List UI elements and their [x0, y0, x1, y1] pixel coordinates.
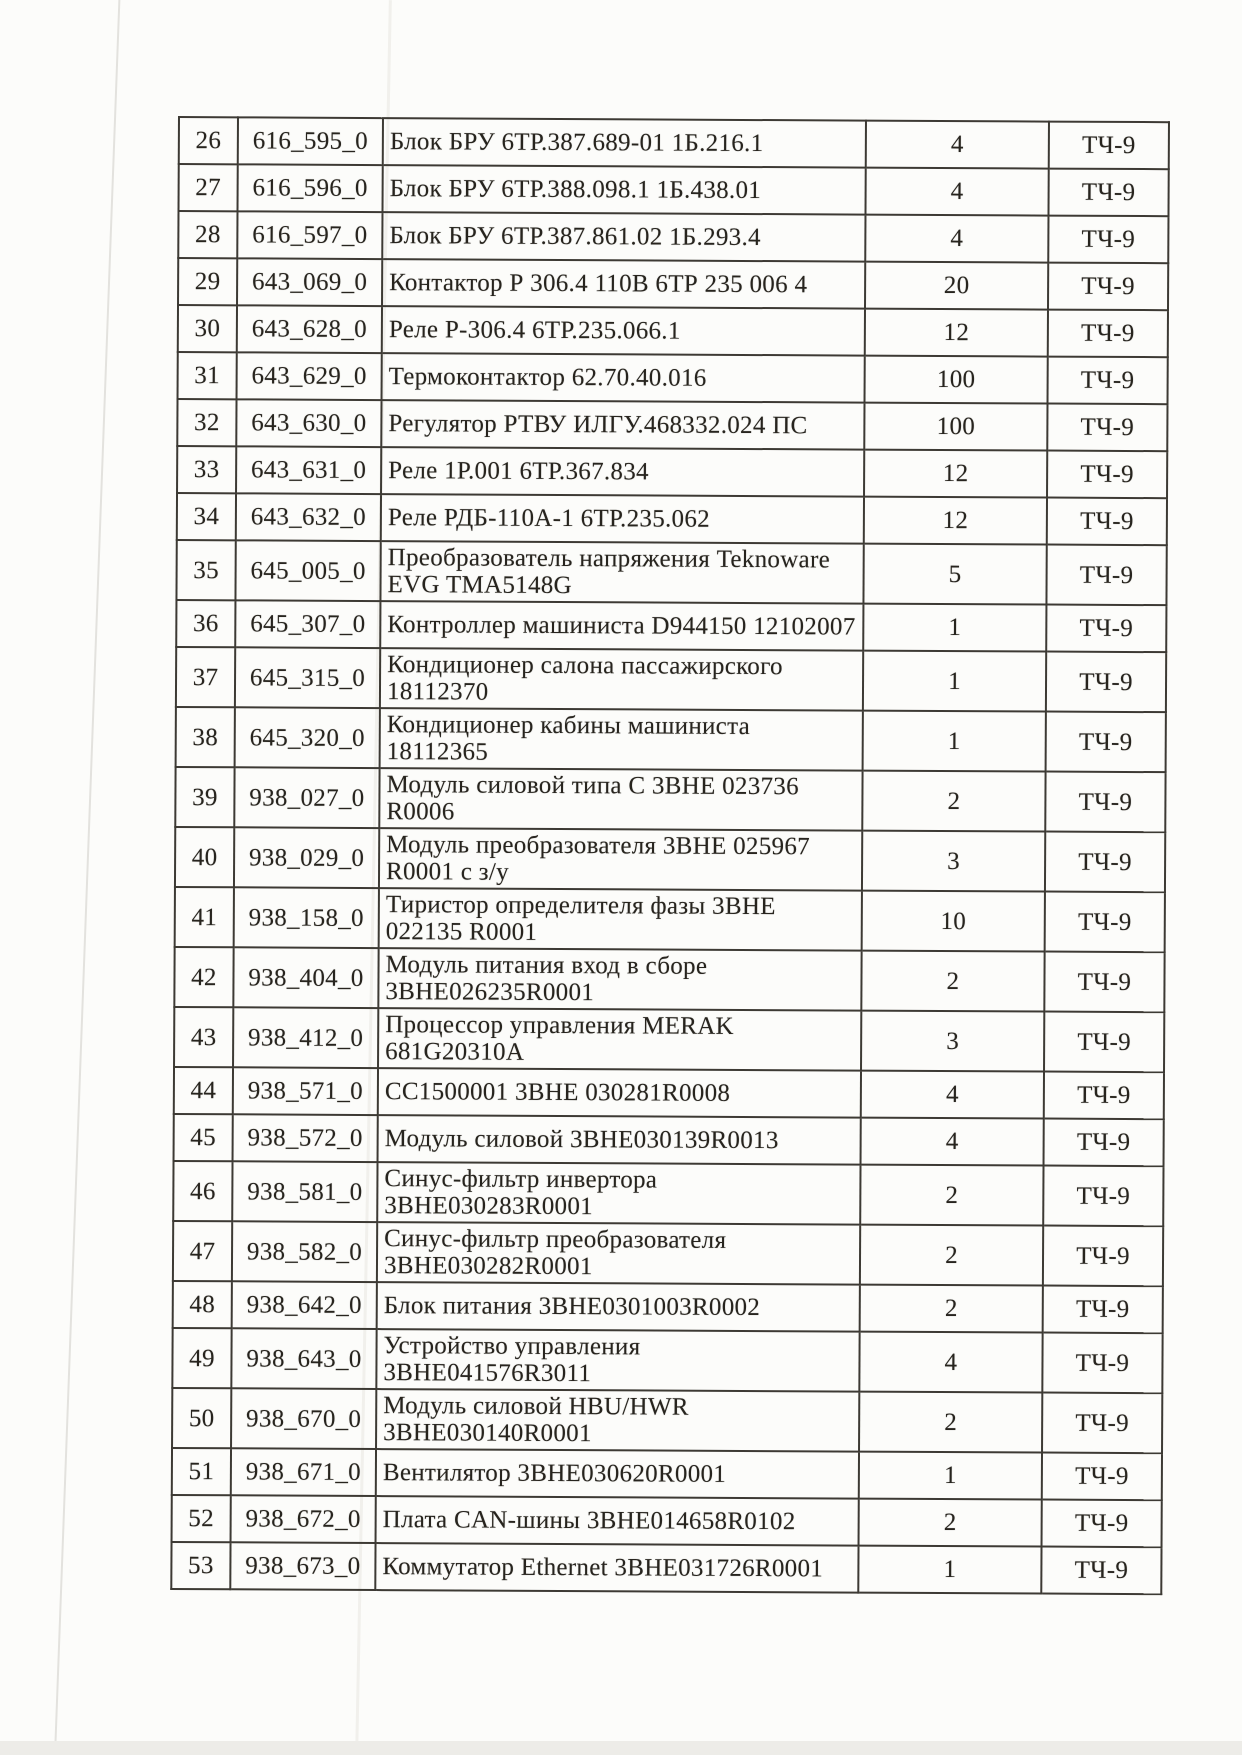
part-code-cell: 643_069_0: [237, 258, 382, 306]
part-code-cell: 938_672_0: [231, 1495, 376, 1543]
row-number-cell: 49: [172, 1328, 231, 1388]
depot-cell: ТЧ-9: [1047, 451, 1167, 499]
table-row: [178, 352, 1168, 404]
quantity-cell: 4: [859, 1332, 1042, 1393]
table-row: [172, 1388, 1162, 1453]
part-description-cell: Устройство управления 3BHE041576R3011: [376, 1329, 859, 1392]
row-number-cell: 45: [174, 1114, 233, 1161]
depot-cell: ТЧ-9: [1048, 169, 1168, 217]
quantity-cell: 4: [865, 168, 1048, 216]
row-number-cell: 36: [176, 600, 235, 647]
depot-cell: ТЧ-9: [1048, 216, 1168, 264]
table-row: [176, 707, 1166, 772]
part-description-cell: Процессор управления MERAK 681G20310A: [378, 1008, 861, 1071]
part-description-cell: Термоконтактор 62.70.40.016: [382, 353, 865, 403]
quantity-cell: 3: [861, 1011, 1044, 1072]
quantity-cell: 2: [860, 1285, 1043, 1333]
part-description-cell: Синус-фильтр преобразователя 3BHE030282R0001: [377, 1222, 860, 1285]
table-row: [177, 399, 1167, 451]
table-row: [174, 1114, 1164, 1166]
quantity-cell: 2: [862, 771, 1045, 832]
part-code-cell: 938_412_0: [233, 1007, 378, 1068]
row-number-cell: 41: [175, 887, 234, 947]
quantity-cell: 100: [865, 356, 1048, 404]
depot-cell: ТЧ-9: [1046, 652, 1166, 713]
table-row: [172, 1448, 1162, 1500]
scanner-bottom-band: [0, 1741, 1242, 1755]
row-number-cell: 43: [174, 1007, 233, 1067]
parts-table-body: [171, 117, 1169, 1594]
table-row: [175, 767, 1165, 832]
row-number-cell: 29: [178, 258, 237, 305]
part-code-cell: 643_628_0: [237, 305, 382, 353]
quantity-cell: 12: [865, 309, 1048, 357]
row-number-cell: 32: [177, 399, 236, 446]
depot-cell: ТЧ-9: [1042, 1500, 1162, 1548]
part-description-cell: Модуль силовой типа С 3BHE 023736 R0006: [379, 768, 862, 831]
table-row: [174, 947, 1164, 1012]
part-description-cell: Блок БРУ 6ТР.387.689-01 1Б.216.1: [383, 118, 866, 168]
part-description-cell: Преобразователь напряжения Teknoware EVG TMA5148G: [380, 541, 863, 604]
part-code-cell: 643_630_0: [236, 399, 381, 447]
part-code-cell: 938_027_0: [234, 767, 379, 828]
part-description-cell: Кондиционер салона пассажирского 18112370: [380, 648, 863, 711]
table-row: [176, 540, 1166, 605]
part-code-cell: 645_005_0: [235, 540, 380, 601]
depot-cell: ТЧ-9: [1048, 357, 1168, 405]
depot-cell: ТЧ-9: [1044, 1072, 1164, 1120]
table-row: [178, 305, 1168, 357]
part-description-cell: Реле РДБ-110А-1 6ТР.235.062: [381, 494, 864, 544]
row-number-cell: 38: [176, 707, 235, 767]
quantity-cell: 1: [858, 1546, 1041, 1594]
table-row: [177, 493, 1167, 545]
row-number-cell: 51: [172, 1448, 231, 1495]
table-row: [176, 647, 1166, 712]
row-number-cell: 47: [173, 1221, 232, 1281]
part-code-cell: 938_643_0: [231, 1328, 376, 1389]
table-row: [173, 1221, 1163, 1286]
row-number-cell: 52: [172, 1495, 231, 1542]
table-row: [173, 1281, 1163, 1333]
row-number-cell: 30: [178, 305, 237, 352]
table-row: [171, 1542, 1161, 1594]
quantity-cell: 12: [864, 497, 1047, 545]
depot-cell: ТЧ-9: [1045, 832, 1165, 893]
row-number-cell: 42: [174, 947, 233, 1007]
table-row: [174, 1067, 1164, 1119]
row-number-cell: 33: [177, 446, 236, 493]
part-code-cell: 938_571_0: [233, 1067, 378, 1115]
part-code-cell: 643_632_0: [236, 493, 381, 541]
part-code-cell: 938_670_0: [231, 1388, 376, 1449]
quantity-cell: 4: [861, 1118, 1044, 1166]
depot-cell: ТЧ-9: [1045, 772, 1165, 833]
part-description-cell: Реле 1Р.001 6ТР.367.834: [381, 447, 864, 497]
row-number-cell: 31: [178, 352, 237, 399]
part-code-cell: 938_029_0: [234, 827, 379, 888]
row-number-cell: 40: [175, 827, 234, 887]
part-description-cell: Коммутатор Ethernet 3BHE031726R0001: [375, 1543, 858, 1593]
quantity-cell: 100: [864, 403, 1047, 451]
depot-cell: ТЧ-9: [1043, 1286, 1163, 1334]
part-code-cell: 938_572_0: [233, 1114, 378, 1162]
quantity-cell: 2: [861, 951, 1044, 1012]
quantity-cell: 20: [865, 262, 1048, 310]
table-row: [176, 600, 1166, 652]
part-code-cell: 938_582_0: [232, 1221, 377, 1282]
table-row: [178, 211, 1168, 263]
part-code-cell: 938_642_0: [232, 1281, 377, 1329]
quantity-cell: 12: [864, 450, 1047, 498]
depot-cell: ТЧ-9: [1041, 1547, 1161, 1595]
quantity-cell: 5: [863, 544, 1046, 605]
part-description-cell: Блок БРУ 6ТР.387.861.02 1Б.293.4: [382, 212, 865, 262]
row-number-cell: 53: [171, 1542, 230, 1589]
part-description-cell: Блок питания 3BHE0301003R0002: [377, 1282, 860, 1332]
depot-cell: ТЧ-9: [1047, 498, 1167, 546]
depot-cell: ТЧ-9: [1046, 605, 1166, 653]
part-description-cell: Плата CAN-шины 3BHE014658R0102: [376, 1496, 859, 1546]
quantity-cell: 1: [859, 1452, 1042, 1500]
part-description-cell: Модуль питания вход в сборе 3BHE026235R0001: [378, 948, 861, 1011]
table-row: [177, 446, 1167, 498]
part-description-cell: Тиристор определителя фазы 3BHE 022135 R0001: [379, 888, 862, 951]
depot-cell: ТЧ-9: [1044, 952, 1164, 1013]
part-description-cell: Синус-фильтр инвертора 3BHE030283R0001: [377, 1162, 860, 1225]
depot-cell: ТЧ-9: [1042, 1453, 1162, 1501]
table-row: [173, 1161, 1163, 1226]
depot-cell: ТЧ-9: [1043, 1166, 1163, 1227]
row-number-cell: 44: [174, 1067, 233, 1114]
depot-cell: ТЧ-9: [1045, 892, 1165, 953]
table-row: [172, 1328, 1162, 1393]
quantity-cell: 10: [862, 891, 1045, 952]
depot-cell: ТЧ-9: [1044, 1012, 1164, 1073]
row-number-cell: 46: [173, 1161, 232, 1221]
table-row: [174, 1007, 1164, 1072]
part-description-cell: Модуль преобразователя 3BHE 025967 R0001 с з/у: [379, 828, 862, 891]
row-number-cell: 50: [172, 1388, 231, 1448]
page-edge-shadow: [53, 0, 121, 1755]
part-code-cell: 616_596_0: [238, 164, 383, 212]
quantity-cell: 4: [865, 215, 1048, 263]
table-row: [179, 164, 1169, 216]
part-description-cell: Реле Р-306.4 6ТР.235.066.1: [382, 306, 865, 356]
row-number-cell: 34: [177, 493, 236, 540]
quantity-cell: 2: [860, 1225, 1043, 1286]
table-row: [179, 117, 1169, 169]
depot-cell: ТЧ-9: [1049, 122, 1169, 170]
part-code-cell: 938_404_0: [233, 947, 378, 1008]
part-code-cell: 645_315_0: [235, 647, 380, 708]
part-code-cell: 616_595_0: [238, 117, 383, 165]
table-row: [178, 258, 1168, 310]
part-code-cell: 938_581_0: [232, 1161, 377, 1222]
table-row: [175, 827, 1165, 892]
depot-cell: ТЧ-9: [1046, 545, 1166, 606]
part-code-cell: 643_629_0: [237, 352, 382, 400]
depot-cell: ТЧ-9: [1048, 310, 1168, 358]
depot-cell: ТЧ-9: [1043, 1226, 1163, 1287]
part-code-cell: 938_671_0: [231, 1448, 376, 1496]
quantity-cell: 3: [862, 831, 1045, 892]
row-number-cell: 35: [176, 540, 235, 600]
row-number-cell: 48: [173, 1281, 232, 1328]
quantity-cell: 2: [859, 1392, 1042, 1453]
table-row: [175, 887, 1165, 952]
quantity-cell: 4: [861, 1071, 1044, 1119]
part-code-cell: 645_307_0: [235, 600, 380, 648]
part-description-cell: Вентилятор 3BHE030620R0001: [376, 1449, 859, 1499]
depot-cell: ТЧ-9: [1042, 1393, 1162, 1454]
depot-cell: ТЧ-9: [1042, 1333, 1162, 1394]
part-description-cell: Модуль силовой 3BHE030139R0013: [378, 1115, 861, 1165]
row-number-cell: 39: [175, 767, 234, 827]
depot-cell: ТЧ-9: [1046, 712, 1166, 773]
part-code-cell: 938_673_0: [230, 1542, 375, 1590]
quantity-cell: 1: [863, 651, 1046, 712]
row-number-cell: 27: [179, 164, 238, 211]
part-code-cell: 643_631_0: [236, 446, 381, 494]
part-description-cell: Модуль силовой HBU/HWR 3BHE030140R0001: [376, 1389, 859, 1452]
depot-cell: ТЧ-9: [1047, 404, 1167, 452]
quantity-cell: 1: [863, 711, 1046, 772]
parts-table: [170, 116, 1170, 1595]
quantity-cell: 1: [863, 604, 1046, 652]
row-number-cell: 37: [176, 647, 235, 707]
part-description-cell: Контактор Р 306.4 110В 6ТР 235 006 4: [382, 259, 865, 309]
quantity-cell: 4: [866, 121, 1049, 169]
row-number-cell: 26: [179, 117, 238, 164]
depot-cell: ТЧ-9: [1044, 1119, 1164, 1167]
part-description-cell: Кондиционер кабины машиниста 18112365: [380, 708, 863, 771]
table-row: [172, 1495, 1162, 1547]
quantity-cell: 2: [860, 1165, 1043, 1226]
table-tilt-wrapper: [170, 116, 1168, 1595]
part-description-cell: Блок БРУ 6ТР.388.098.1 1Б.438.01: [382, 165, 865, 215]
depot-cell: ТЧ-9: [1048, 263, 1168, 311]
row-number-cell: 28: [178, 211, 237, 258]
part-description-cell: Контроллер машиниста D944150 12102007: [380, 601, 863, 651]
part-code-cell: 645_320_0: [235, 707, 380, 768]
part-code-cell: 938_158_0: [234, 887, 379, 948]
part-description-cell: CC1500001 3BHE 030281R0008: [378, 1068, 861, 1118]
part-description-cell: Регулятор РТВУ ИЛГУ.468332.024 ПС: [381, 400, 864, 450]
quantity-cell: 2: [859, 1499, 1042, 1547]
part-code-cell: 616_597_0: [237, 211, 382, 259]
